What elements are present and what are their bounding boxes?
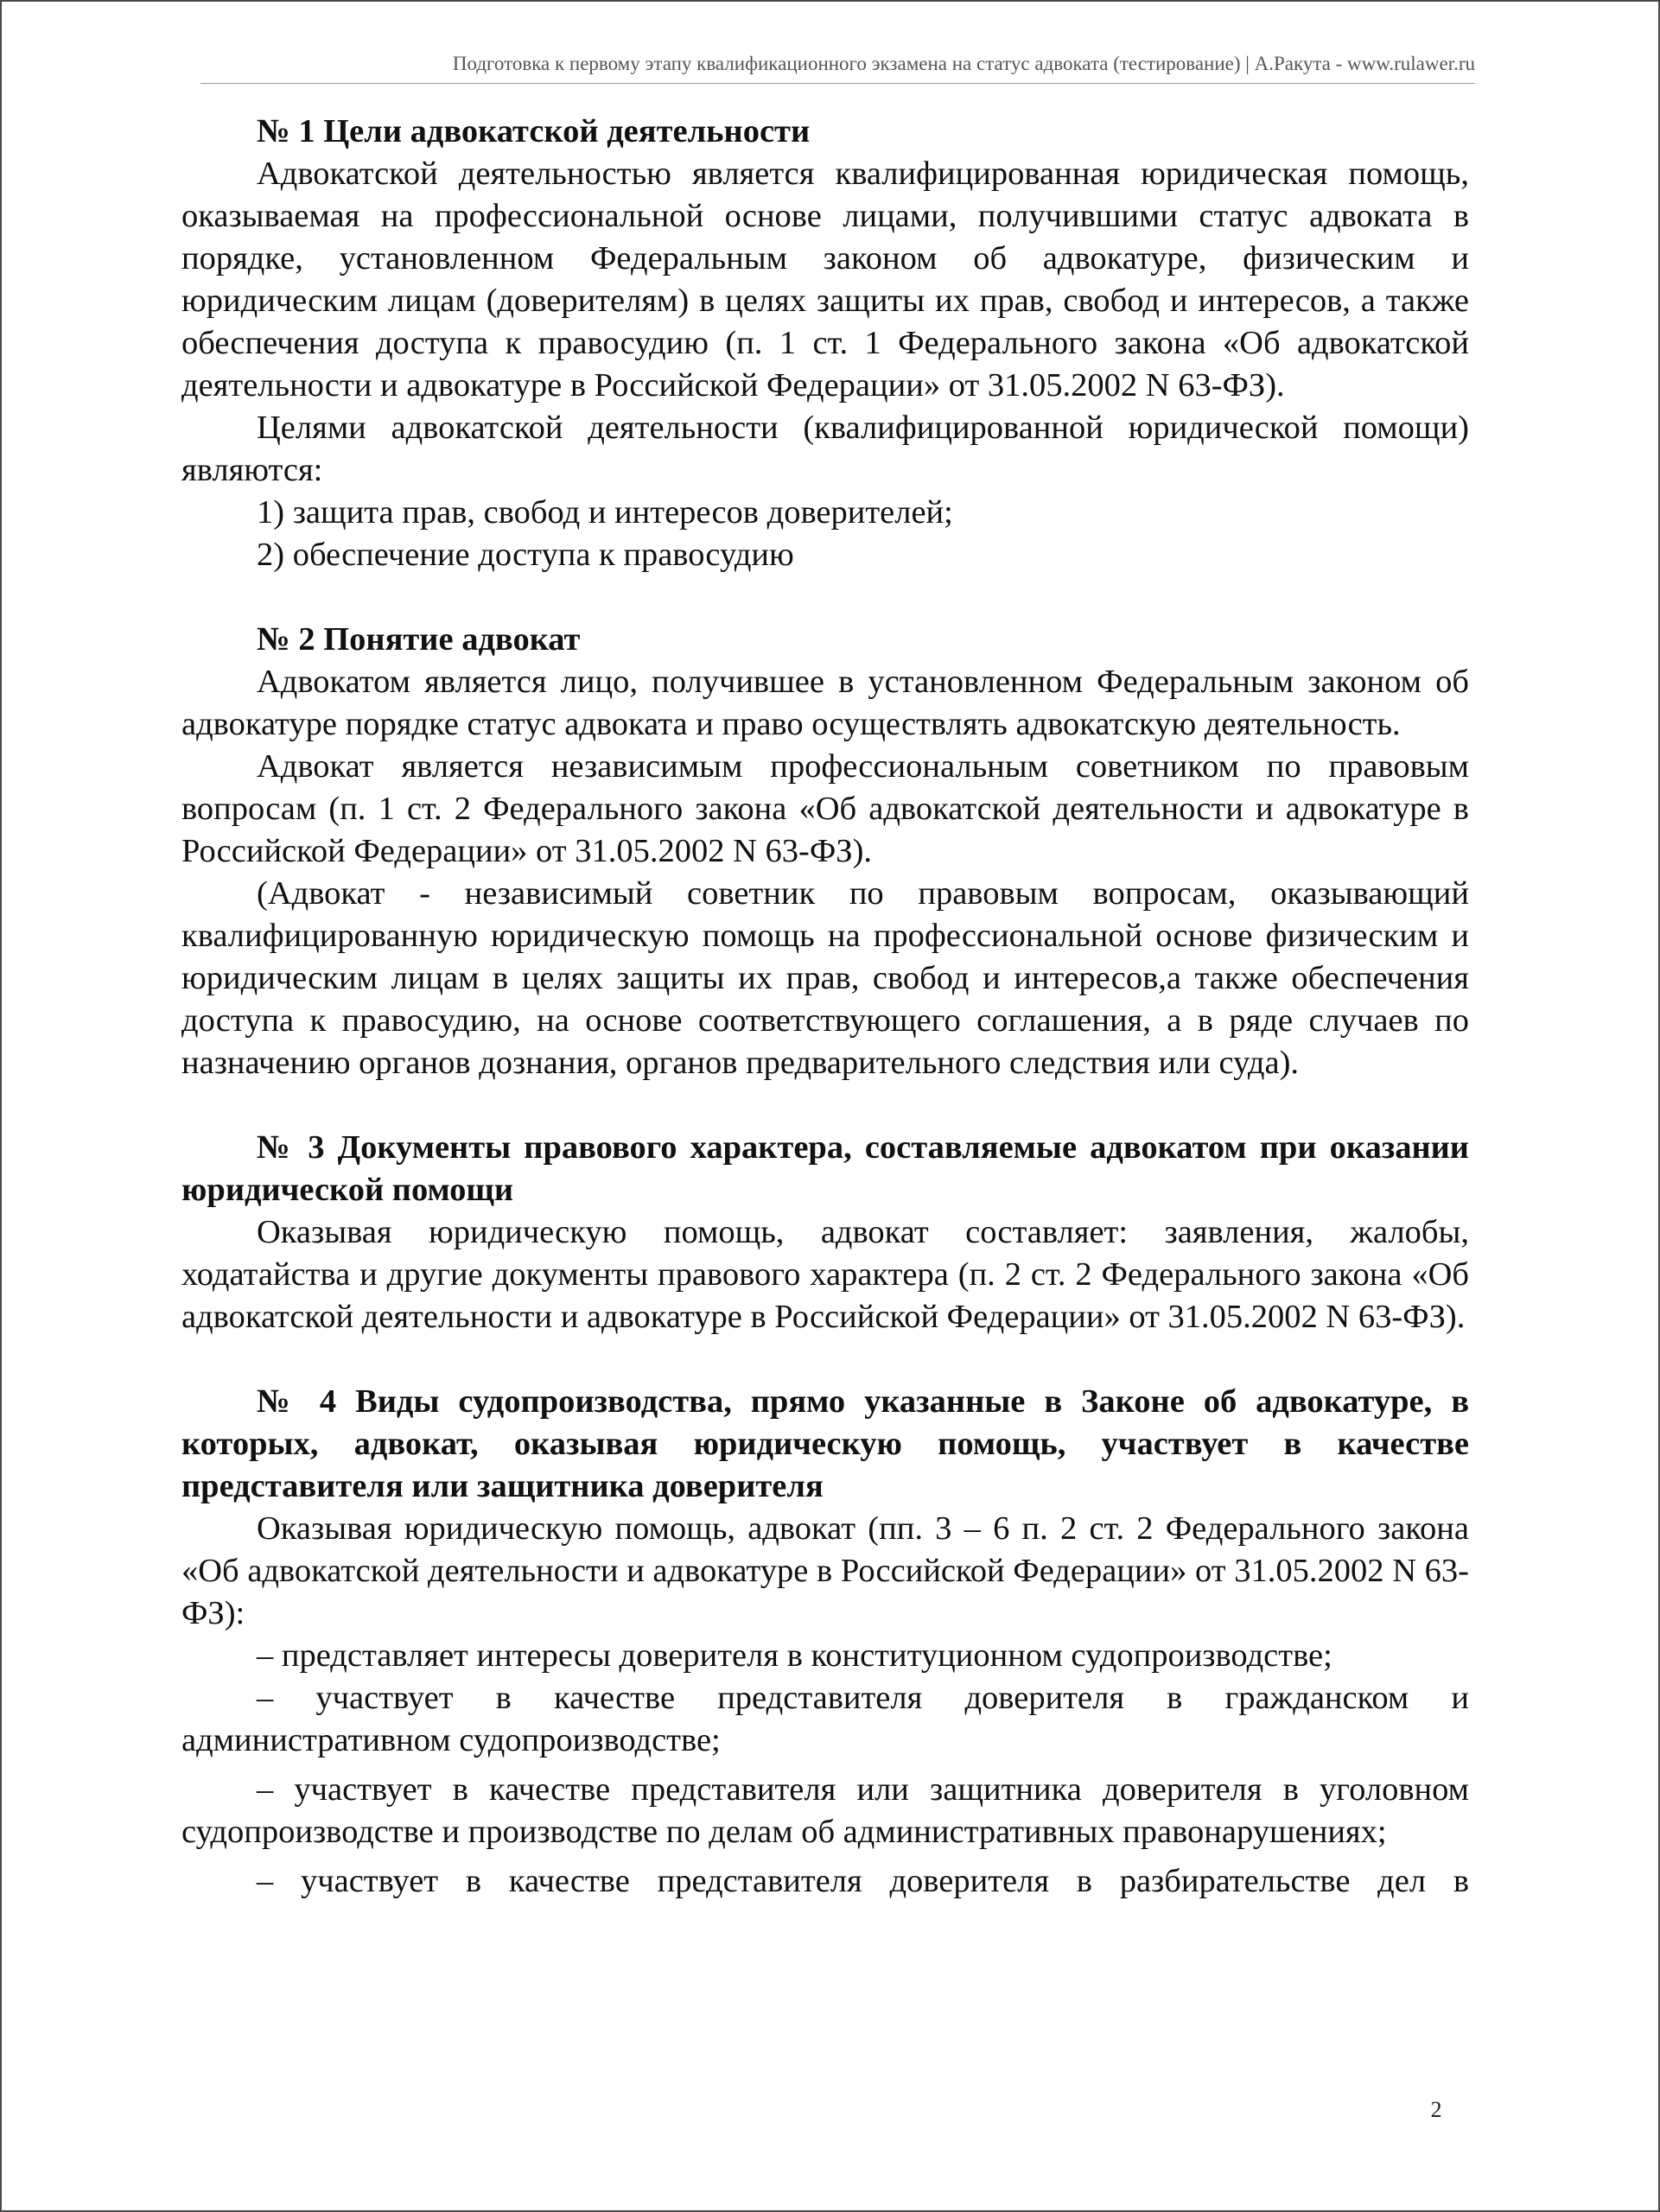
section-1-paragraph-1: Адвокатской деятельностью является квалифицированная юридическая помощь, оказываемая на профессиональной основе лицами, получившими статус адвоката в порядке, установленном Федеральным законом об адвокатуре, физическим и юридическим лицам (доверителям) в целях защиты их прав, свобод и интересов, а также обеспечения доступа к правосудию (п. 1 ст. 1 Федерального закона «Об адвокатской деятельности и адвокатуре в Российской Федерации» от 31.05.2002 N 63-ФЗ). — [181, 156, 1469, 404]
section-spacer — [181, 576, 1469, 619]
section-1 — [181, 111, 1469, 576]
section-1-title: № 1 Цели адвокатской деятельности — [257, 113, 811, 149]
section-4-list-item-1: – представляет интересы доверителя в конституционном судопроизводстве; — [257, 1637, 1332, 1674]
page-number: 2 — [1430, 2097, 1442, 2122]
section-3-paragraph-1: Оказывая юридическую помощь, адвокат составляет: заявления, жалобы, ходатайства и другие документы правового характера (п. 2 ст. 2 Федерального закона «Об адвокатской деятельности и адвокатуре в Российской Федерации» от 31.05.2002 N 63-ФЗ). — [181, 1214, 1469, 1335]
item-spacer — [181, 1853, 1469, 1860]
section-spacer — [181, 1338, 1469, 1381]
section-4-title: № 4 Виды судопроизводства, прямо указанные в Законе об адвокатуре, в которых, адвокат, оказывая юридическую помощь, участвует в качестве представителя или защитника доверителя — [181, 1383, 1469, 1504]
running-header: Подготовка к первому этапу квалификационного экзамена на статус адвоката (тестирование) | А.Ракута - www.rulawer.ru — [452, 53, 1475, 74]
section-spacer — [181, 1084, 1469, 1127]
section-2-paragraph-3: (Адвокат - независимый советник по правовым вопросам, оказывающий квалифицированную юридическую помощь на профессиональной основе физическим и юридическим лицам в целях защиты их прав, свобод и интересов,а также обеспечения доступа к правосудию, на основе соответствующего соглашения, а в ряде случаев по назначению органов дознания, органов предварительного следствия или суда). — [181, 875, 1469, 1081]
section-1-paragraph-2: Целями адвокатской деятельности (квалифицированной юридической помощи) являются: — [181, 410, 1469, 488]
section-3 — [181, 1127, 1469, 1338]
section-4-paragraph-1: Оказывая юридическую помощь, адвокат (пп. 3 – 6 п. 2 ст. 2 Федерального закона «Об адвокатской деятельности и адвокатуре в Российской Федерации» от 31.05.2002 N 63-ФЗ): — [181, 1510, 1469, 1631]
page-content — [181, 111, 1469, 1903]
section-4-list-item-3: – участвует в качестве представителя или защитника доверителя в уголовном судопроизводстве и производстве по делам об административных правонарушениях; — [181, 1771, 1469, 1850]
section-2 — [181, 619, 1469, 1084]
section-4 — [181, 1381, 1469, 1903]
section-4-list-item-2: – участвует в качестве представителя доверителя в гражданском и административном судопроизводстве; — [181, 1680, 1469, 1758]
section-1-list-item-1: 1) защита прав, свобод и интересов доверителей; — [257, 494, 953, 531]
section-1-list-item-2: 2) обеспечение доступа к правосудию — [257, 537, 794, 573]
section-2-title: № 2 Понятие адвокат — [257, 621, 581, 658]
section-3-title: № 3 Документы правового характера, составляемые адвокатом при оказании юридической помощи — [181, 1129, 1469, 1208]
item-spacer — [181, 1762, 1469, 1769]
section-2-paragraph-1: Адвокатом является лицо, получившее в установленном Федеральным законом об адвокатуре порядке статус адвоката и право осуществлять адвокатскую деятельность. — [181, 664, 1469, 742]
header-divider — [200, 83, 1475, 84]
section-4-list-item-4: – участвует в качестве представителя доверителя в разбирательстве дел в — [257, 1863, 1469, 1899]
section-2-paragraph-2: Адвокат является независимым профессиональным советником по правовым вопросам (п. 1 ст. 2 Федерального закона «Об адвокатской деятельности и адвокатуре в Российской Федерации» от 31.05.2002 N 63-ФЗ). — [181, 748, 1469, 869]
